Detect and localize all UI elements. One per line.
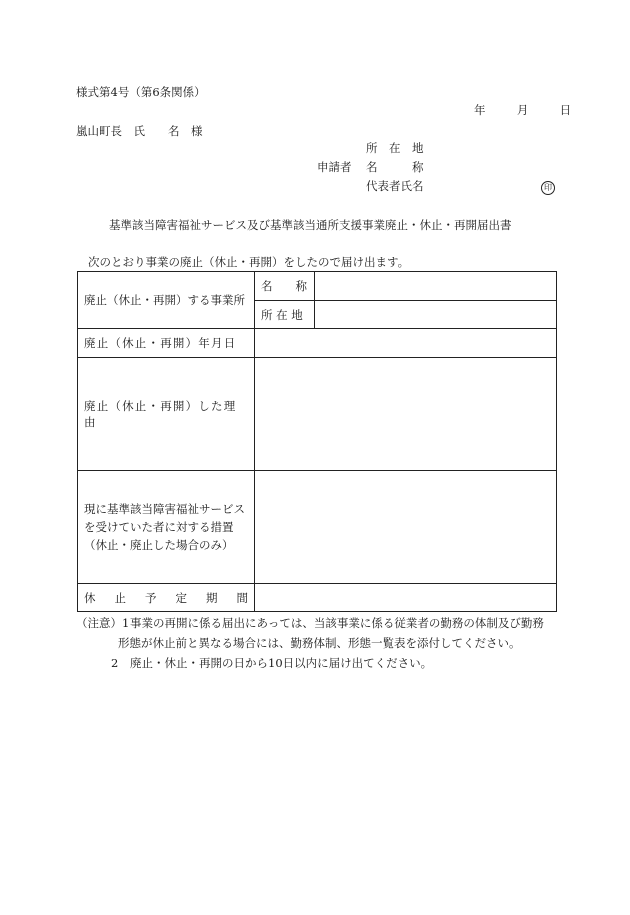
note-1-line-2: 形態が休止前と異なる場合には、勤務体制、形態一覧表を添付してください。: [118, 636, 521, 650]
date-month: 月: [516, 103, 529, 117]
table-row: [78, 358, 557, 471]
reason-label-cell: [78, 358, 255, 471]
period-label: 休 止 予 定 期 間: [84, 590, 248, 605]
measures-field[interactable]: [255, 471, 557, 584]
table-row: [78, 471, 557, 584]
table-row: [78, 584, 557, 612]
intro-text: 次のとおり事業の廃止（休止・再開）をしたので届け出ます。: [88, 255, 410, 269]
seal-icon: 印: [541, 181, 555, 195]
date-day: 日: [559, 103, 572, 117]
date-year: 年: [474, 103, 486, 117]
date-field[interactable]: [255, 329, 557, 358]
note-2: 廃止・休止・再開の日から10日以内に届け出てください。: [130, 656, 433, 670]
seal-mark: [541, 179, 555, 195]
table-row: [78, 329, 557, 358]
measures-label-line-1: 現に基準該当障害福祉サービス: [84, 502, 245, 516]
measures-label-line-2: を受けていた者に対する措置: [84, 520, 234, 534]
applicant-representative-label: 代表者氏名: [366, 179, 424, 193]
form-number: 様式第4号（第6条関係）: [76, 85, 206, 99]
facility-name-field[interactable]: [315, 272, 557, 301]
facility-label-cell: [78, 272, 255, 329]
table-row: [78, 272, 557, 301]
applicant-location-label: 所 在 地: [366, 141, 424, 155]
facility-location-field[interactable]: [315, 301, 557, 329]
period-label-cell: [78, 584, 255, 612]
addressee: 嵐山町長 氏 名 様: [76, 124, 203, 138]
measures-label-cell: [78, 471, 255, 584]
reason-label: 廃止（休止・再開）した理由: [84, 399, 237, 429]
date-line: [474, 103, 571, 117]
note-1-line-1: 事業の再開に係る届出にあっては、当該事業に係る従業者の勤務の体制及び勤務: [130, 616, 544, 630]
period-field[interactable]: [255, 584, 557, 612]
location-sub-label: 所 在 地: [261, 307, 303, 322]
note-2-number: 2: [111, 656, 119, 670]
name-sub-label-cell: [255, 272, 315, 301]
date-label-cell: [78, 329, 255, 358]
name-sub-label: 名 称: [261, 279, 307, 293]
facility-label: 廃止（休止・再開）する事業所: [84, 293, 245, 307]
applicant-label: 申請者: [317, 160, 352, 174]
document-title: 基準該当障害福祉サービス及び基準該当通所支援事業廃止・休止・再開届出書: [109, 218, 512, 232]
measures-label-line-3: （休止・廃止した場合のみ）: [84, 538, 234, 552]
notes-prefix: （注意）1: [76, 616, 130, 630]
applicant-name-label: 名 称: [366, 160, 424, 174]
location-sub-label-cell: [255, 301, 315, 329]
reason-field[interactable]: [255, 358, 557, 471]
date-label: 廃止（休止・再開）年月日: [84, 336, 237, 350]
notification-table: [77, 271, 557, 612]
